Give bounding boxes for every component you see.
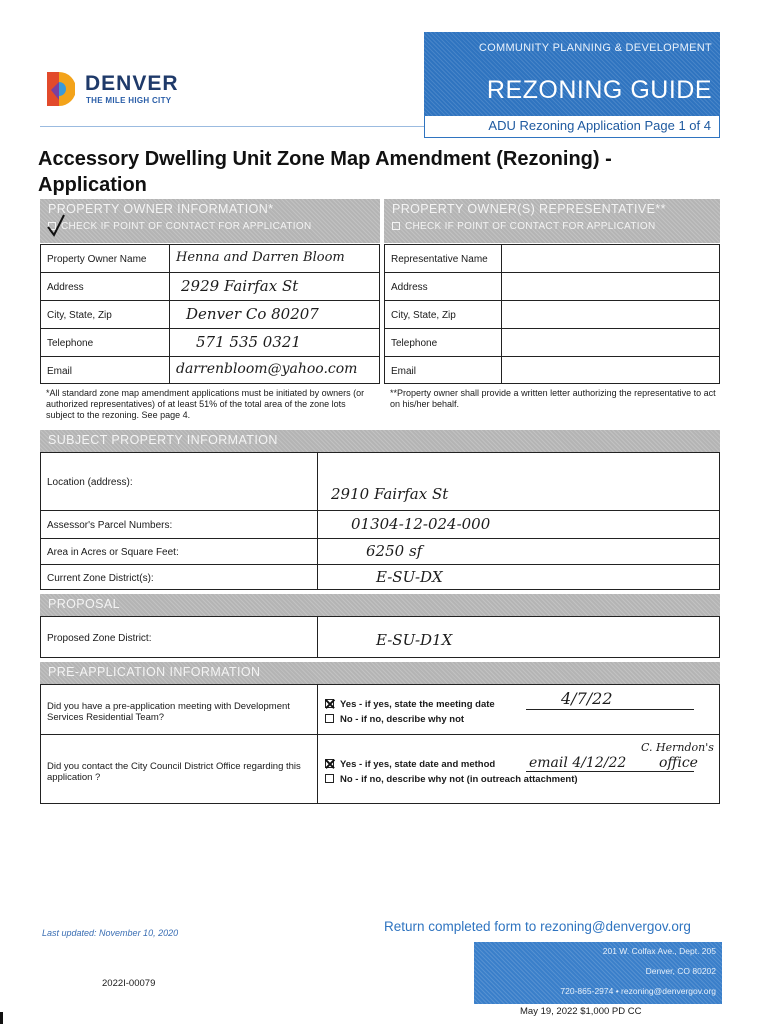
- representative-row-telephone: [385, 329, 719, 357]
- owner-city-label: City, State, Zip: [47, 310, 112, 321]
- representative-city-label: City, State, Zip: [391, 310, 456, 321]
- council-note-side[interactable]: office: [659, 755, 698, 771]
- logo-wordmark: DENVER: [85, 72, 179, 95]
- last-updated: Last updated: November 10, 2020: [42, 928, 179, 938]
- preapp-section-bar: [40, 662, 720, 684]
- owner-table: [40, 244, 380, 384]
- proposed-zone-label: Proposed Zone District:: [47, 633, 152, 644]
- preapp-section-label: PRE-APPLICATION INFORMATION: [48, 665, 261, 679]
- representative-section-bar: [384, 199, 720, 243]
- council-yes-label: Yes - if yes, state date and method: [340, 759, 496, 770]
- council-question: Did you contact the City Council District Office regarding this application ?: [47, 761, 301, 783]
- owner-email-value[interactable]: darrenbloom@yahoo.com: [176, 361, 358, 377]
- council-note-top[interactable]: C. Herndon's: [641, 741, 714, 754]
- owner-address-label: Address: [47, 282, 84, 293]
- council-no-option[interactable]: [325, 774, 578, 785]
- representative-row-name: [385, 245, 719, 273]
- header-rule: [40, 126, 424, 127]
- guide-title: REZONING GUIDE: [486, 76, 712, 104]
- owner-row-email: [41, 357, 379, 385]
- footer-contact-band: [474, 942, 722, 1004]
- representative-row-address: [385, 273, 719, 301]
- subject-section-bar: [40, 430, 720, 452]
- council-no-label: No - if no, describe why not (in outreach attachment): [340, 774, 578, 785]
- area-value[interactable]: 6250 sf: [366, 542, 423, 560]
- checkmark-icon: [46, 213, 66, 237]
- subject-row-parcel: [41, 511, 719, 539]
- owner-city-value[interactable]: Denver Co 80207: [186, 305, 319, 323]
- subject-section-label: SUBJECT PROPERTY INFORMATION: [48, 433, 278, 447]
- meeting-no-label: No - if no, describe why not: [340, 714, 465, 725]
- representative-note: **Property owner shall provide a written letter authorizing the representative to act on his/her behalf.: [390, 388, 716, 409]
- current-zone-value[interactable]: E-SU-DX: [376, 568, 443, 586]
- denver-logo: [45, 68, 215, 110]
- subject-table: [40, 452, 720, 590]
- owner-row-city: [41, 301, 379, 329]
- owner-name-label: Property Owner Name: [47, 254, 147, 265]
- meeting-date-value[interactable]: 4/7/22: [561, 689, 613, 708]
- meeting-yes-checkbox[interactable]: [325, 699, 334, 708]
- meeting-date-line: [526, 709, 694, 710]
- representative-row-email: [385, 357, 719, 385]
- owner-telephone-label: Telephone: [47, 338, 94, 349]
- meeting-yes-option[interactable]: [325, 699, 495, 710]
- scan-edge-mark: [0, 1012, 3, 1024]
- representative-address-label: Address: [391, 282, 428, 293]
- representative-contact-check[interactable]: [392, 221, 655, 232]
- page-title: Accessory Dwelling Unit Zone Map Amendment (Rezoning) - Application: [38, 148, 612, 196]
- owner-email-label: Email: [47, 366, 73, 377]
- parcel-label: Assessor's Parcel Numbers:: [47, 520, 173, 531]
- footer-address-1: 201 W. Colfax Ave., Dept. 205: [602, 946, 716, 956]
- preapp-row-meeting: [41, 685, 719, 735]
- council-yes-checkbox[interactable]: [325, 759, 334, 768]
- representative-section-label: PROPERTY OWNER(S) REPRESENTATIVE**: [392, 202, 666, 216]
- owner-address-value[interactable]: 2929 Fairfax St: [181, 277, 299, 295]
- return-instruction: Return completed form to rezoning@denvergov.org: [384, 919, 691, 934]
- denver-logo-icon: [45, 70, 75, 108]
- location-label: Location (address):: [47, 477, 133, 488]
- page-label: ADU Rezoning Application Page 1 of 4: [424, 116, 720, 138]
- payment-stamp: May 19, 2022 $1,000 PD CC: [520, 1006, 642, 1017]
- proposal-section-label: PROPOSAL: [48, 597, 120, 611]
- current-zone-label: Current Zone District(s):: [47, 573, 154, 584]
- meeting-question: Did you have a pre-application meeting with Development Services Residential Team?: [47, 701, 290, 723]
- meeting-no-checkbox[interactable]: [325, 714, 334, 723]
- department-label: COMMUNITY PLANNING & DEVELOPMENT: [478, 42, 712, 54]
- council-answer-line: [526, 771, 694, 772]
- representative-contact-checkbox[interactable]: [392, 222, 400, 230]
- representative-contact-check-label: CHECK IF POINT OF CONTACT FOR APPLICATION: [405, 221, 656, 232]
- representative-email-label: Email: [391, 366, 417, 377]
- representative-telephone-label: Telephone: [391, 338, 438, 349]
- council-answer-value[interactable]: email 4/12/22: [529, 755, 627, 771]
- header-banner: [424, 32, 720, 116]
- meeting-no-option[interactable]: [325, 714, 464, 725]
- subject-row-area: [41, 539, 719, 565]
- owner-telephone-value[interactable]: 571 535 0321: [196, 333, 301, 351]
- area-label: Area in Acres or Square Feet:: [47, 547, 179, 558]
- preapp-row-council: [41, 735, 719, 805]
- owner-contact-check-label: CHECK IF POINT OF CONTACT FOR APPLICATION: [61, 221, 312, 232]
- owner-section-label: PROPERTY OWNER INFORMATION*: [48, 202, 274, 216]
- owner-section-bar: [40, 199, 380, 243]
- meeting-yes-label: Yes - if yes, state the meeting date: [340, 699, 495, 710]
- subject-row-location: [41, 453, 719, 511]
- proposed-zone-value[interactable]: E-SU-D1X: [376, 631, 453, 649]
- owner-contact-check[interactable]: [48, 221, 311, 232]
- owner-row-name: [41, 245, 379, 273]
- subject-row-zone: [41, 565, 719, 591]
- owner-note: *All standard zone map amendment applications must be initiated by owners (or authorized representatives) of at least 51% of the total area of the zone lots subject to the rezoning. See page 4.: [46, 388, 365, 420]
- representative-row-city: [385, 301, 719, 329]
- proposal-table-divider: [317, 617, 318, 657]
- council-yes-option[interactable]: [325, 759, 495, 770]
- proposal-table: [40, 616, 720, 658]
- footer-contact: 720-865-2974 • rezoning@denvergov.org: [560, 986, 716, 996]
- logo-tagline: THE MILE HIGH CITY: [86, 96, 172, 105]
- preapp-table: [40, 684, 720, 804]
- owner-row-address: [41, 273, 379, 301]
- representative-table: [384, 244, 720, 384]
- case-number-stamp: 2022I-00079: [102, 978, 156, 989]
- location-value[interactable]: 2910 Fairfax St: [331, 485, 449, 503]
- owner-row-telephone: [41, 329, 379, 357]
- owner-name-value[interactable]: Henna and Darren Bloom: [176, 250, 345, 265]
- proposal-section-bar: [40, 594, 720, 616]
- council-no-checkbox[interactable]: [325, 774, 334, 783]
- representative-name-label: Representative Name: [391, 254, 488, 265]
- parcel-value[interactable]: 01304-12-024-000: [351, 515, 491, 533]
- footer-address-2: Denver, CO 80202: [645, 966, 716, 976]
